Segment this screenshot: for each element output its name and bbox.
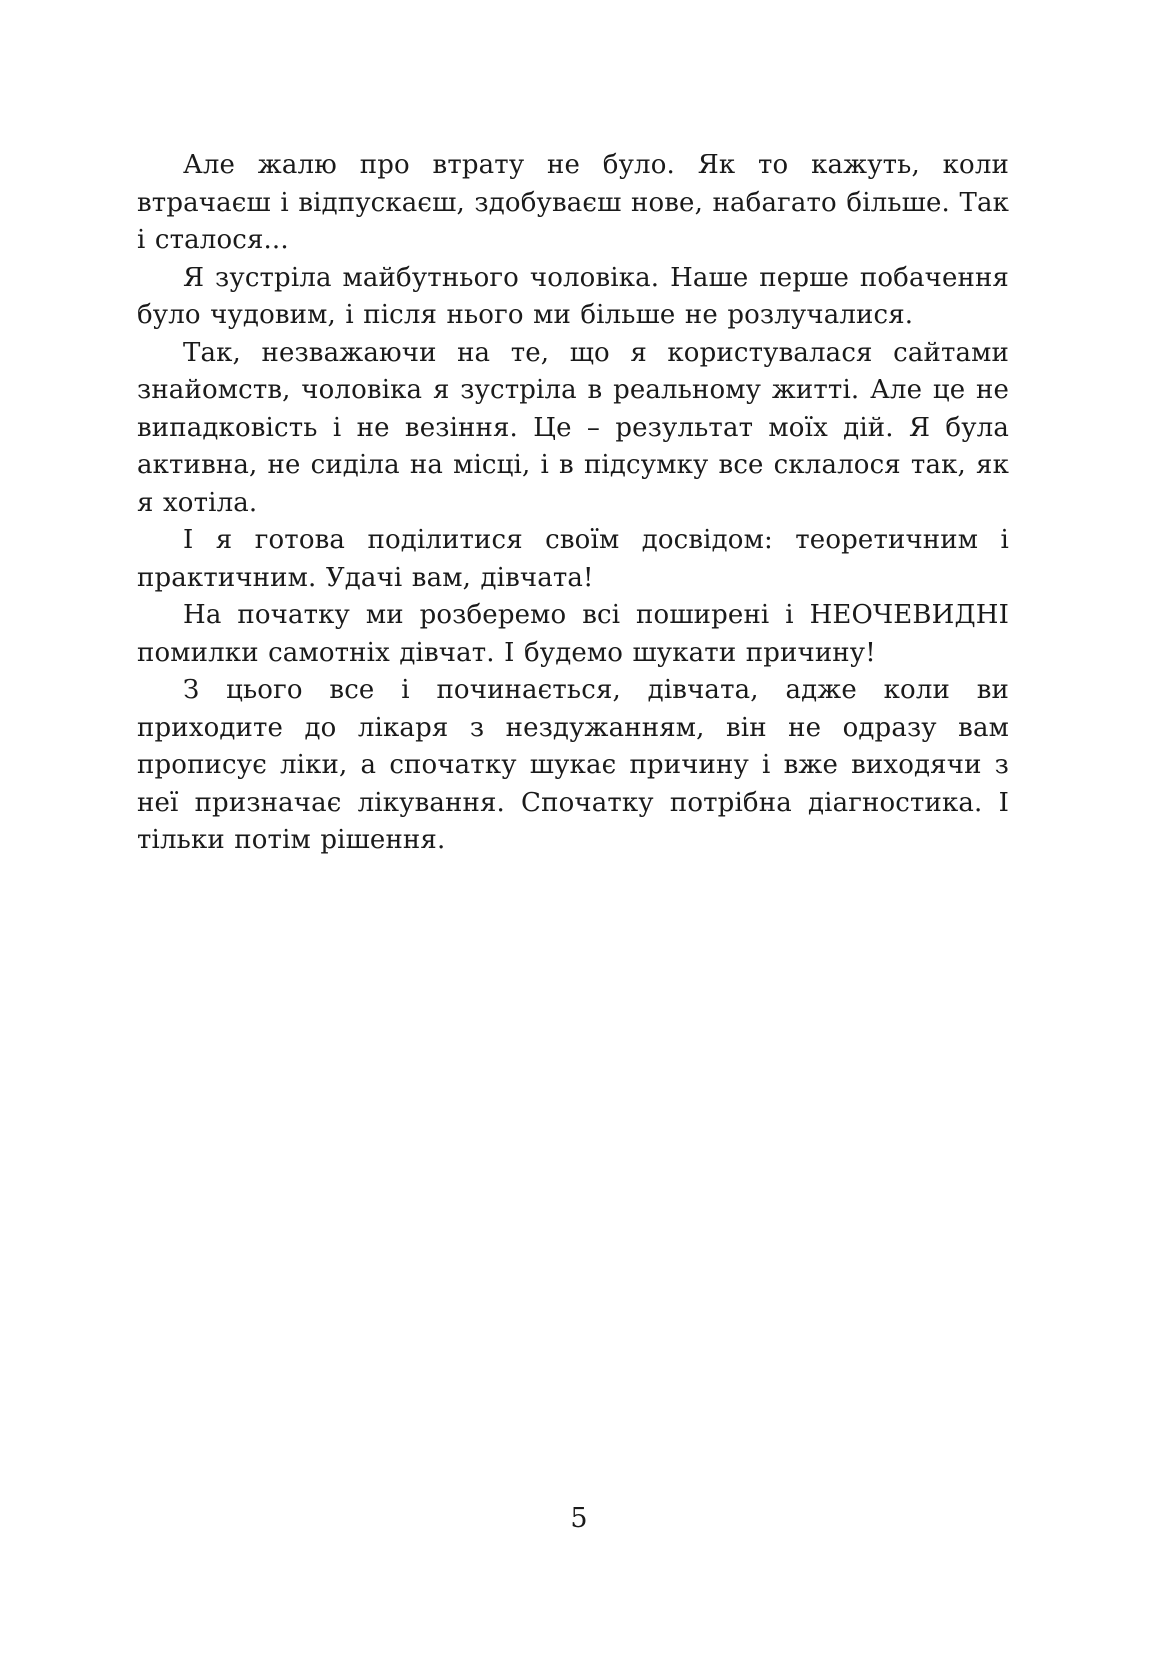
paragraph: Так, незважаючи на те, що я користувалася сайтами знайомств, чоловіка я зустріла в реальному житті. Але це не випадковість і не везіння. Це – результат моїх дій. Я була активна, не сиділа на місці, і в підсумку все склалося так, як я хотіла.	[137, 337, 1009, 518]
paragraph: На початку ми розберемо всі поширені і НЕОЧЕВИДНІ помилки самотніх дівчат. І будемо шукати причину!	[137, 600, 1009, 668]
paragraph: І я готова поділитися своїм досвідом: теоретичним і практичним. Удачі вам, дівчата!	[137, 525, 1009, 593]
page-number: 5	[570, 1503, 588, 1534]
body-text	[137, 147, 1009, 860]
paragraph: Я зустріла майбутнього чоловіка. Наше перше побачення було чудовим, і після нього ми більше не розлучалися.	[137, 262, 1009, 330]
paragraph: З цього все і починається, дівчата, адже коли ви приходите до лікаря з нездужанням, він не одразу вам прописує ліки, а спочатку шукає причину і вже виходячи з неї призначає лікування. Спочатку потрібна діагностика. І тільки потім рішення.	[137, 675, 1009, 855]
paragraph: Але жалю про втрату не було. Як то кажуть, коли втрачаєш і відпускаєш, здобуваєш нове, набагато більше. Так і сталося...	[137, 150, 1009, 255]
